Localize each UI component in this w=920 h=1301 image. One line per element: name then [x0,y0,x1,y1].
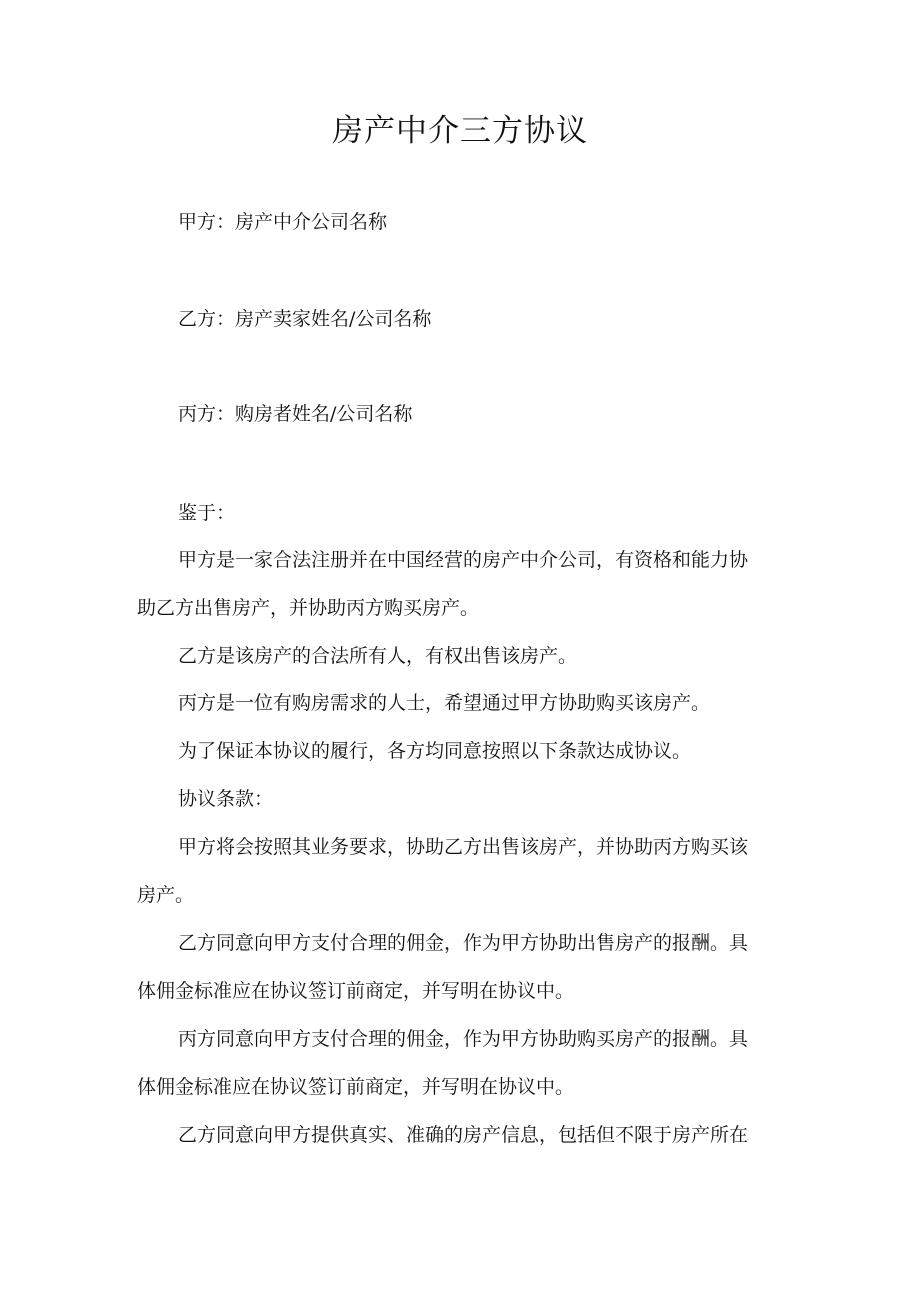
term-3-line-2: 体佣金标准应在协议签订前商定，并写明在协议中。 [137,1076,575,1098]
whereas-clause-4: 为了保证本协议的履行，各方均同意按照以下条款达成协议。 [178,740,692,762]
whereas-clause-3: 丙方是一位有购房需求的人士，希望通过甲方协助购买该房产。 [178,692,711,714]
term-1-line-1: 甲方将会按照其业务要求，协助乙方出售该房产，并协助丙方购买该 [178,836,749,858]
party-c-line: 丙方：购房者姓名/公司名称 [178,403,413,425]
whereas-clause-1-line-2: 助乙方出售房产，并协助丙方购买房产。 [137,597,480,619]
term-4-line-1: 乙方同意向甲方提供真实、准确的房产信息，包括但不限于房产所在 [178,1124,749,1146]
term-1-line-2: 房产。 [137,884,195,906]
whereas-heading: 鉴于： [178,502,236,524]
term-2-line-2: 体佣金标准应在协议签订前商定，并写明在协议中。 [137,980,575,1002]
term-3-line-1: 丙方同意向甲方支付合理的佣金，作为甲方协助购买房产的报酬。具 [178,1028,749,1050]
document-title: 房产中介三方协议 [332,113,588,149]
party-b-line: 乙方：房产卖家姓名/公司名称 [178,308,432,330]
whereas-clause-1-line-1: 甲方是一家合法注册并在中国经营的房产中介公司，有资格和能力协 [178,549,749,571]
term-2-line-1: 乙方同意向甲方支付合理的佣金，作为甲方协助出售房产的报酬。具 [178,932,749,954]
whereas-clause-2: 乙方是该房产的合法所有人，有权出售该房产。 [178,645,578,667]
terms-heading: 协议条款： [178,788,274,810]
party-a-line: 甲方：房产中介公司名称 [178,211,388,233]
